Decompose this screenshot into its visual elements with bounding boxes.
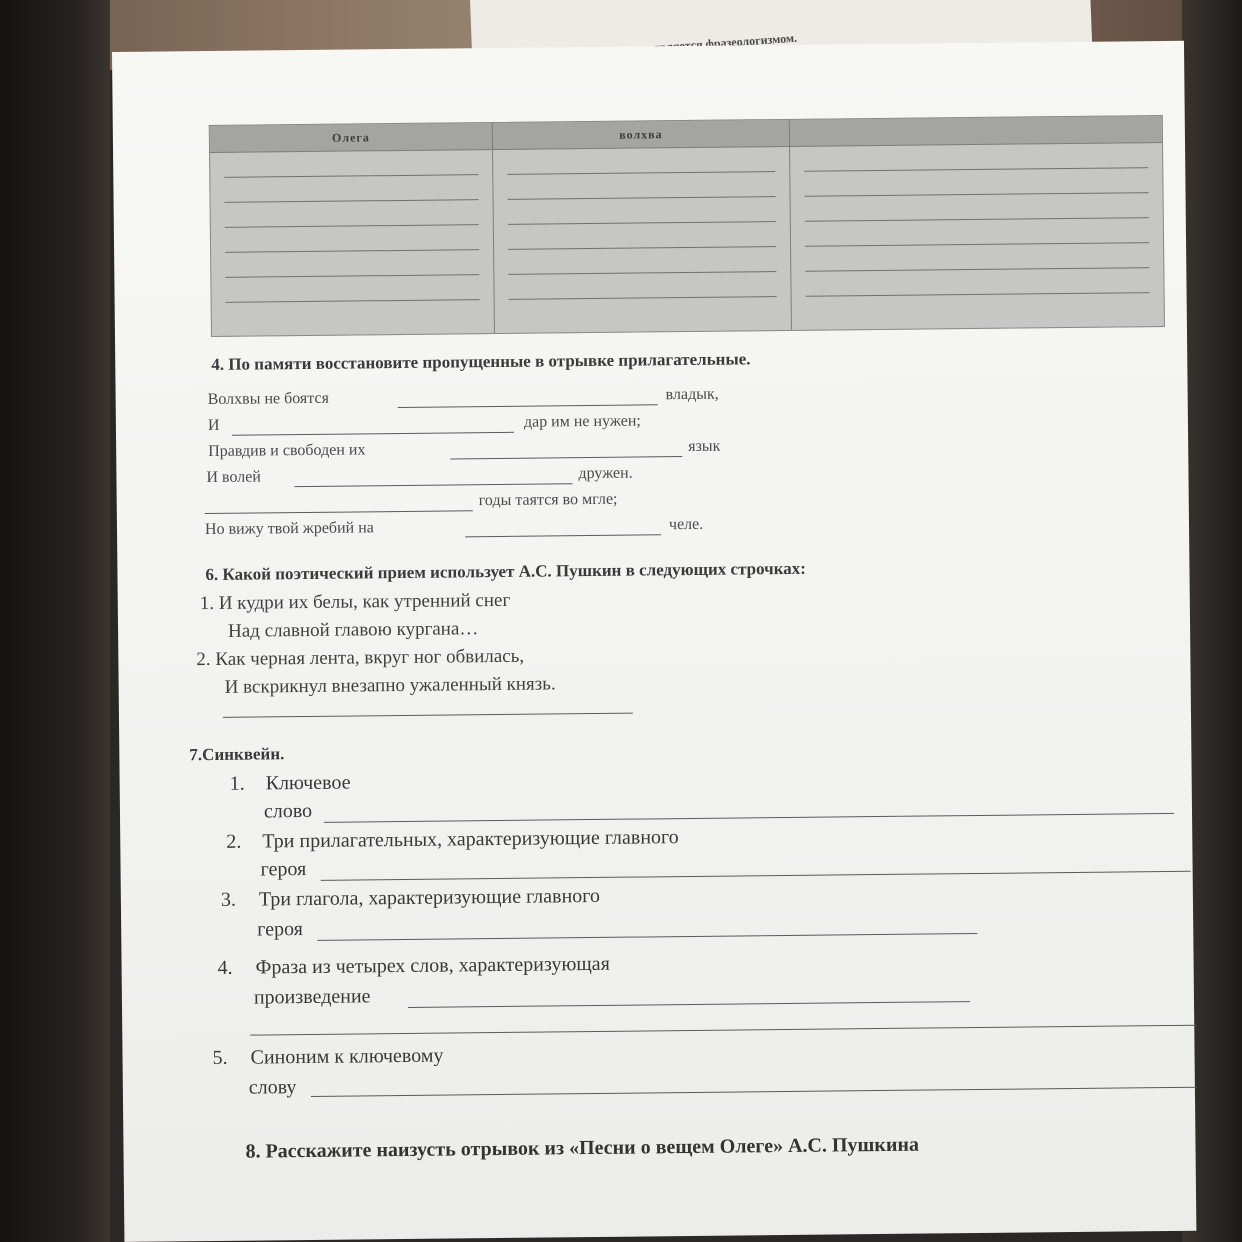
- q7-item1-line2: слово: [263, 799, 313, 823]
- q7-item2-num: 2.: [226, 830, 242, 853]
- q4-line6-before: Но вижу твой жребий на: [204, 519, 374, 539]
- q7-item5-num: 5.: [212, 1046, 228, 1070]
- q7-item5-line2: слову: [248, 1076, 297, 1099]
- q4-line4-after: дружен.: [578, 464, 633, 483]
- table-header-oleg: Олега: [210, 123, 493, 152]
- q4-line6-after: челе.: [668, 515, 704, 534]
- q4-line3-after: язык: [688, 437, 721, 455]
- q7-blank-3[interactable]: [317, 933, 977, 941]
- q7-item3-line2: героя: [257, 918, 303, 941]
- table-header-volkhv: волхва: [493, 120, 790, 149]
- q7-blank-4a[interactable]: [408, 1001, 970, 1008]
- q7-blank-5[interactable]: [311, 1087, 1197, 1097]
- q4-line1-after: владык,: [665, 385, 719, 404]
- table-edge-left: [0, 0, 110, 1242]
- q6-line4: И вскрикнул внезапно ужаленный князь.: [224, 673, 556, 698]
- q7-blank-4b[interactable]: [250, 1025, 1196, 1036]
- q7-item1-line1: Ключевое: [265, 771, 351, 795]
- q7-item4-line2: произведение: [253, 985, 371, 1009]
- q4-line3-before: Правдив и свободен их: [208, 441, 366, 461]
- q4-blank-4[interactable]: [295, 483, 573, 487]
- table-column-volkhv[interactable]: [493, 147, 792, 333]
- q7-item4-line1: Фраза из четырех слов, характеризующая: [255, 952, 610, 979]
- q6-line3: 2. Как черная лента, вкруг ног обвилась,: [196, 645, 525, 671]
- table-body: [210, 143, 1164, 336]
- q6-answer-blank[interactable]: [223, 713, 633, 718]
- q4-blank-1[interactable]: [398, 404, 658, 408]
- character-table: [209, 115, 1165, 337]
- q7-item2-line1: Три прилагательных, характеризующие главного: [262, 826, 679, 853]
- q4-blank-3[interactable]: [450, 456, 682, 459]
- q8-title: 8. Расскажите наизусть отрывок из «Песни о вещем Олеге» А.С. Пушкина: [245, 1133, 920, 1163]
- q4-title: 4. По памяти восстановите пропущенные в отрывке прилагательные.: [211, 349, 751, 374]
- q7-blank-1[interactable]: [324, 813, 1174, 823]
- q4-blank-5[interactable]: [205, 510, 473, 514]
- q7-item5-line1: Синоним к ключевому: [250, 1044, 444, 1069]
- q6-line2: Над славной главою кургана…: [227, 618, 479, 642]
- q7-blank-2[interactable]: [321, 871, 1191, 881]
- q6-line1: 1. И кудри их белы, как утренний снег: [199, 589, 511, 615]
- q4-line2-before: И: [207, 416, 220, 435]
- table-column-oleg[interactable]: [210, 150, 495, 336]
- q7-item3-num: 3.: [220, 888, 236, 911]
- q7-item1-num: 1.: [229, 772, 245, 795]
- q7-item4-num: 4.: [217, 956, 233, 979]
- q7-item3-line1: Три глагола, характеризующие главного: [258, 884, 601, 911]
- q4-blank-6[interactable]: [465, 534, 661, 537]
- worksheet-paper: [112, 41, 1196, 1242]
- table-column-third[interactable]: [790, 143, 1164, 330]
- q4-blank-2[interactable]: [232, 432, 514, 436]
- q4-line1-before: Волхвы не боятся: [207, 389, 329, 409]
- q4-line5-after: годы таятся во мгле;: [478, 490, 618, 510]
- q4-line4-before: И волей: [206, 468, 261, 487]
- q6-title: 6. Какой поэтический прием использует А.С. Пушкин в следующих строчках:: [205, 558, 806, 585]
- q4-line2-after: дар им не нужен;: [523, 412, 641, 431]
- table-header-third: [790, 116, 1162, 146]
- q7-title: 7.Синквейн.: [189, 744, 285, 765]
- q7-item2-line2: героя: [260, 858, 307, 881]
